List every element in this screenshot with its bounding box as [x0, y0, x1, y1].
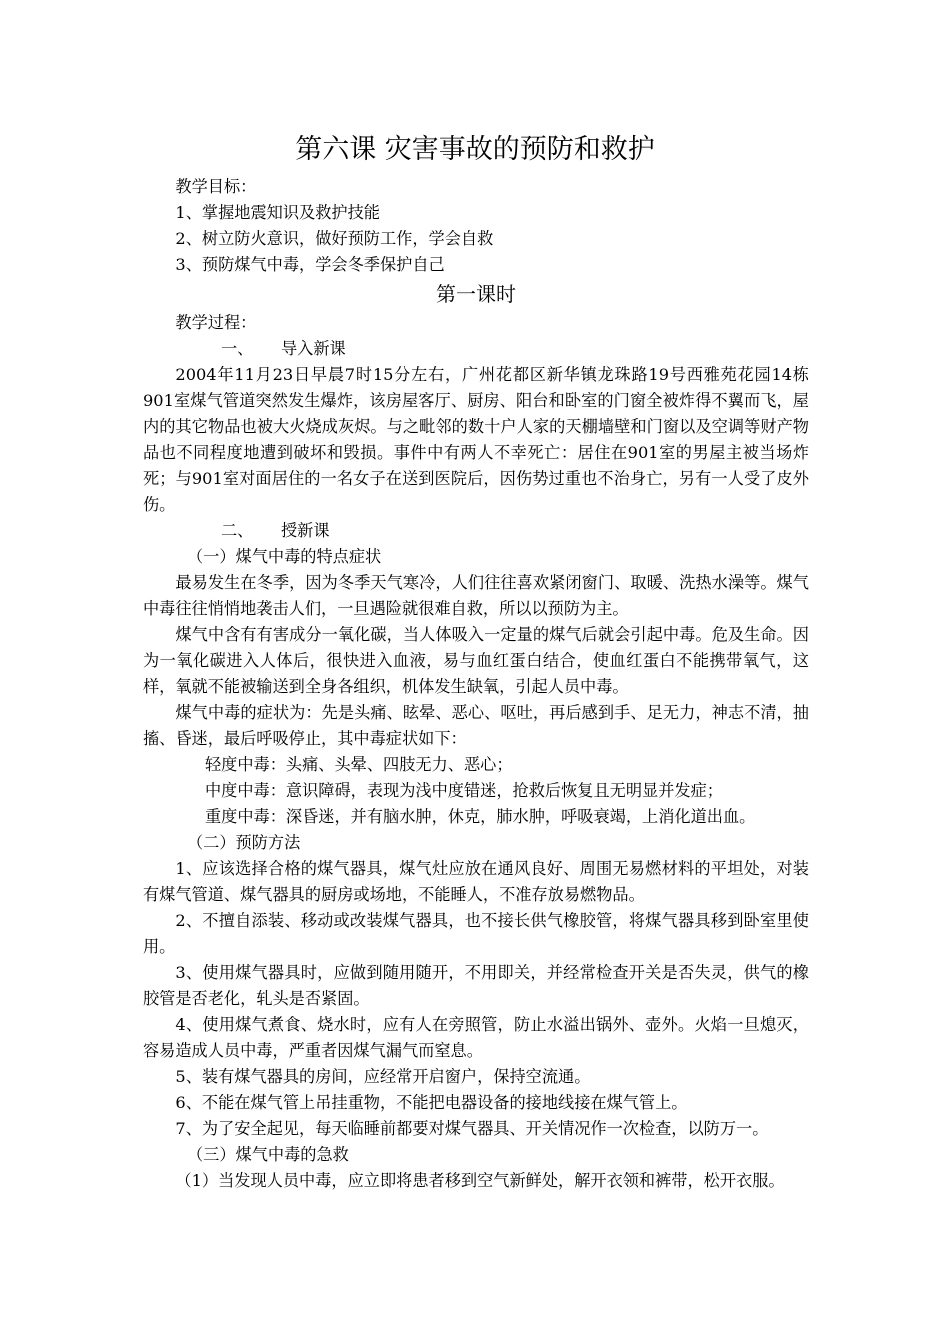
lesson-title: 第一课时 [436, 282, 516, 306]
section-heading-1 [143, 336, 809, 362]
first-aid-item: （1）当发现人员中毒，应立即将患者移到空气新鲜处，解开衣领和裤带，松开衣服。 [175, 1171, 785, 1190]
prevention-item: 4、使用煤气煮食、烧水时，应有人在旁照管，防止水溢出锅外、壶外。火焰一旦熄灭，容易造成人员中毒，严重者因煤气漏气而窒息。 [143, 1015, 809, 1060]
prevention-item: 3、使用煤气器具时，应做到随用随开，不用即关，并经常检查开关是否失灵，供气的橡胶管是否老化，轧头是否紧固。 [143, 963, 809, 1008]
part1-heading: （一）煤气中毒的特点症状 [187, 547, 382, 566]
goal-item: 2、树立防火意识，做好预防工作，学会自救 [175, 229, 494, 248]
prevention-item: 1、应该选择合格的煤气器具，煤气灶应放在通风良好、周围无易燃材料的平坦处，对装有煤气管道、煤气器具的厨房或场地，不能睡人，不准存放易燃物品。 [143, 859, 809, 904]
prevention-item: 5、装有煤气器具的房间，应经常开启窗户，保持空流通。 [175, 1067, 591, 1086]
prevention-item: 2、不擅自添装、移动或改装煤气器具，也不接长供气橡胶管，将煤气器具移到卧室里使用。 [143, 911, 809, 956]
section-label: 导入新课 [281, 339, 346, 358]
prevention-item: 6、不能在煤气管上吊挂重物，不能把电器设备的接地线接在煤气管上。 [175, 1093, 688, 1112]
symptom-item: 轻度中毒：头痛、头晕、四肢无力、恶心； [205, 755, 513, 774]
section-number: 二、 [221, 521, 254, 540]
process-heading: 教学过程： [175, 313, 257, 332]
document-body [143, 174, 809, 1194]
section-number: 一、 [221, 339, 254, 358]
goal-item: 3、预防煤气中毒，学会冬季保护自己 [175, 255, 445, 274]
part3-heading: （三）煤气中毒的急救 [187, 1145, 349, 1164]
prevention-item: 7、为了安全起见，每天临睡前都要对煤气器具、开关情况作一次检查，以防万一。 [175, 1119, 769, 1138]
symptom-item: 重度中毒：深昏迷，并有脑水肿，休克，肺水肿，呼吸衰竭，上消化道出血。 [205, 807, 756, 826]
paragraph: 煤气中毒的症状为：先是头痛、眩晕、恶心、呕吐，再后感到手、足无力，神志不清，抽搐、昏迷，最后呼吸停止，其中毒症状如下： [143, 703, 809, 748]
paragraph: 最易发生在冬季，因为冬季天气寒冷，人们往往喜欢紧闭窗门、取暖、洗热水澡等。煤气中毒往往悄悄地袭击人们，一旦遇险就很难自救，所以以预防为主。 [143, 573, 809, 618]
part2-heading: （二）预防方法 [187, 833, 301, 852]
goal-item: 1、掌握地震知识及救护技能 [175, 203, 380, 222]
page-title: 第六课 灾害事故的预防和救护 [295, 134, 655, 165]
intro-paragraph: 2004年11月23日早晨7时15分左右，广州花都区新华镇龙珠路19号西雅苑花园14栋901室煤气管道突然发生爆炸，该房屋客厅、厨房、阳台和卧室的门窗全被炸得不翼而飞，屋内的其它物品也被大火烧成灰烬。与之毗邻的数十户人家的天棚墙壁和门窗以及空调等财产物品也不同程度地遭到破坏和毁损。事件中有两人不幸死亡：居住在901室的男屋主被当场炸死；与901室对面居住的一名女子在送到医院后，因伤势过重也不治身亡，另有一人受了皮外伤。 [143, 365, 809, 514]
paragraph: 煤气中含有有害成分一氧化碳，当人体吸入一定量的煤气后就会引起中毒。危及生命。因为一氧化碳进入人体后，很快进入血液，易与血红蛋白结合，使血红蛋白不能携带氧气，这样，氧就不能被输送到全身各组织，机体发生缺氧，引起人员中毒。 [143, 625, 809, 696]
goals-heading: 教学目标： [175, 177, 257, 196]
section-label: 授新课 [281, 521, 330, 540]
symptom-item: 中度中毒：意识障碍，表现为浅中度错迷，抢救后恢复且无明显并发症； [205, 781, 723, 800]
section-heading-2 [143, 518, 809, 544]
